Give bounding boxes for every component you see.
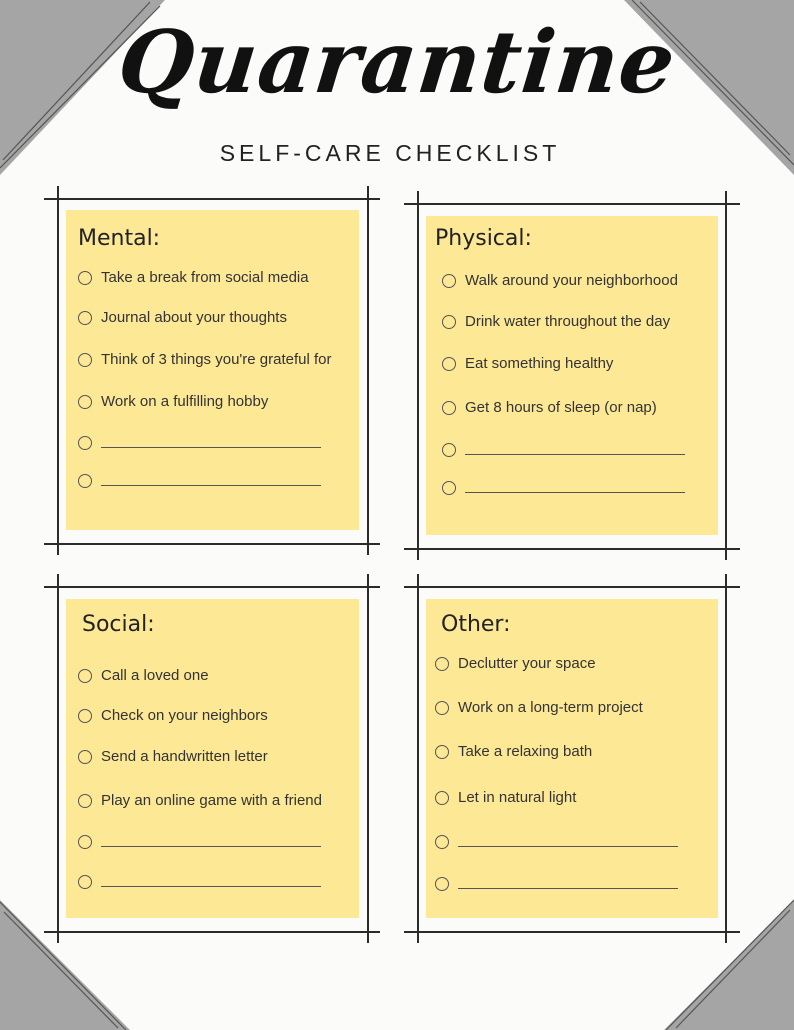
card-title: Physical:: [435, 226, 532, 251]
empty-circle-icon[interactable]: [442, 481, 456, 495]
page-subtitle: SELF-CARE CHECKLIST: [219, 140, 561, 166]
empty-circle-icon[interactable]: [78, 353, 92, 367]
blank-checklist-item[interactable]: [78, 875, 321, 889]
empty-circle-icon[interactable]: [78, 436, 92, 450]
item-label: Play an online game with a friend: [101, 792, 322, 809]
write-in-line[interactable]: [465, 454, 685, 455]
empty-circle-icon[interactable]: [442, 443, 456, 457]
write-in-line[interactable]: [101, 447, 321, 448]
write-in-line[interactable]: [458, 888, 678, 889]
empty-circle-icon[interactable]: [435, 657, 449, 671]
item-label: Check on your neighbors: [101, 707, 268, 724]
checklist-item[interactable]: [78, 792, 322, 809]
empty-circle-icon[interactable]: [78, 669, 92, 683]
checklist-item[interactable]: [78, 309, 287, 326]
item-label: Take a break from social media: [101, 269, 309, 286]
checklist-item[interactable]: [442, 355, 613, 372]
write-in-line[interactable]: [101, 846, 321, 847]
corner-decoration-bottom-right: [664, 900, 794, 1030]
item-label: Let in natural light: [458, 789, 577, 806]
empty-circle-icon[interactable]: [78, 794, 92, 808]
empty-circle-icon[interactable]: [442, 401, 456, 415]
empty-circle-icon[interactable]: [435, 791, 449, 805]
empty-circle-icon[interactable]: [78, 750, 92, 764]
write-in-line[interactable]: [101, 485, 321, 486]
checklist-item[interactable]: [435, 699, 643, 716]
checklist-item[interactable]: [435, 743, 592, 760]
write-in-line[interactable]: [101, 886, 321, 887]
blank-checklist-item[interactable]: [435, 877, 678, 891]
empty-circle-icon[interactable]: [78, 709, 92, 723]
checklist-card-social: [66, 599, 359, 918]
item-label: Work on a long-term project: [458, 699, 643, 716]
card-title: Social:: [82, 612, 155, 637]
item-label: Drink water throughout the day: [465, 313, 671, 330]
empty-circle-icon[interactable]: [78, 474, 92, 488]
checklist-item[interactable]: [435, 789, 576, 806]
checklist-item[interactable]: [78, 393, 268, 410]
checklist-item[interactable]: [78, 748, 268, 765]
checklist-item[interactable]: [78, 667, 209, 684]
item-label: Walk around your neighborhood: [465, 272, 678, 289]
blank-checklist-item[interactable]: [442, 481, 685, 495]
corner-decoration-bottom-left: [0, 900, 130, 1030]
empty-circle-icon[interactable]: [78, 311, 92, 325]
empty-circle-icon[interactable]: [435, 877, 449, 891]
item-label: Send a handwritten letter: [101, 748, 268, 765]
checklist-card-other: [426, 599, 718, 918]
empty-circle-icon[interactable]: [435, 745, 449, 759]
checklist-item[interactable]: [78, 269, 309, 286]
blank-checklist-item[interactable]: [78, 436, 321, 450]
checklist-item[interactable]: [442, 313, 670, 330]
checklist-card-physical: [426, 216, 718, 535]
blank-checklist-item[interactable]: [442, 443, 685, 457]
blank-checklist-item[interactable]: [78, 474, 321, 488]
blank-checklist-item[interactable]: [435, 835, 678, 849]
write-in-line[interactable]: [465, 492, 685, 493]
item-label: Take a relaxing bath: [458, 743, 593, 760]
item-label: Eat something healthy: [465, 355, 614, 372]
empty-circle-icon[interactable]: [442, 274, 456, 288]
empty-circle-icon[interactable]: [78, 875, 92, 889]
empty-circle-icon[interactable]: [435, 701, 449, 715]
empty-circle-icon[interactable]: [78, 395, 92, 409]
checklist-item[interactable]: [435, 655, 596, 672]
empty-circle-icon[interactable]: [435, 835, 449, 849]
checklist-card-mental: [66, 210, 359, 530]
empty-circle-icon[interactable]: [78, 835, 92, 849]
checklist-item[interactable]: [78, 707, 268, 724]
card-title: Mental:: [78, 226, 161, 251]
checklist-item[interactable]: [78, 351, 332, 368]
blank-checklist-item[interactable]: [78, 835, 321, 849]
card-title: Other:: [441, 612, 511, 637]
checklist-item[interactable]: [442, 272, 678, 289]
item-label: Get 8 hours of sleep (or nap): [465, 399, 657, 416]
checklist-item[interactable]: [442, 399, 657, 416]
item-label: Work on a fulfilling hobby: [101, 393, 269, 410]
empty-circle-icon[interactable]: [442, 315, 456, 329]
empty-circle-icon[interactable]: [442, 357, 456, 371]
write-in-line[interactable]: [458, 846, 678, 847]
item-label: Call a loved one: [101, 667, 209, 684]
page-title: Quarantine: [113, 12, 681, 113]
empty-circle-icon[interactable]: [78, 271, 92, 285]
item-label: Think of 3 things you're grateful for: [101, 351, 332, 368]
item-label: Journal about your thoughts: [101, 309, 287, 326]
item-label: Declutter your space: [458, 655, 596, 672]
